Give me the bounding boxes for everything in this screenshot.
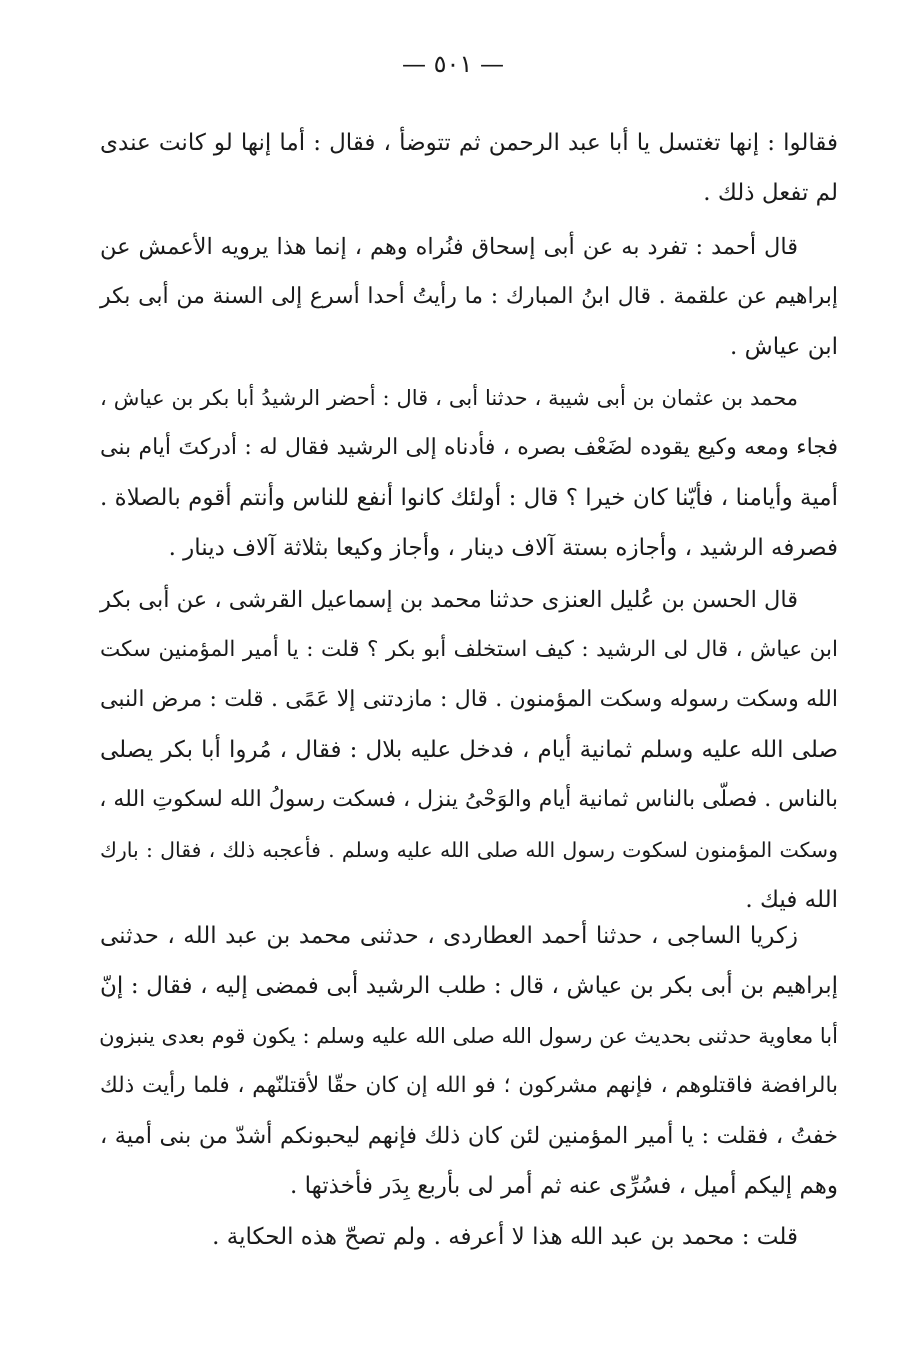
text-line: ابن عياش ، قال لى الرشيد : كيف استخلف أبو بكر ؟ قلت : يا أمير المؤمنين سكت [100,637,838,662]
text-line: أبا معاوية حدثنى بحديث عن رسول الله صلى الله عليه وسلم : يكون قوم بعدى ينبزون [99,1024,838,1048]
paragraph-6 [100,1212,838,1262]
text-line: ابن عياش . [730,334,838,360]
text-line: زكريا الساجى ، حدثنا أحمد العطاردى ، حدثنى محمد بن عبد الله ، حدثنى [100,923,798,949]
paragraph-1 [100,118,838,218]
text-line: إبراهيم بن أبى بكر بن عياش ، قال : طلب الرشيد أبى فمضى إليه ، فقال : إنّ [100,973,838,999]
text-line: لم تفعل ذلك . [703,180,838,206]
text-line: قلت : محمد بن عبد الله هذا لا أعرفه . ولم تصحّ هذه الحكاية . [212,1224,798,1250]
paragraph-2 [100,222,838,372]
text-line: الله فيك . [745,887,838,913]
paragraph-4 [100,575,838,925]
text-line: فقالوا : إنها تغتسل يا أبا عبد الرحمن ثم تتوضأ ، فقال : أما إنها لو كانت عندى [100,130,838,156]
text-line: محمد بن عثمان بن أبى شيبة ، حدثنا أبى ، قال : أحضر الرشيدُ أبا بكر بن عياش ، [100,386,798,410]
text-line: قال أحمد : تفرد به عن أبى إسحاق فنُراه وهم ، إنما هذا يرويه الأعمش عن [100,234,798,260]
text-line: الله وسكت رسوله وسكت المؤمنون . قال : مازدتنى إلا عَمًى . قلت : مرض النبى [100,687,838,712]
text-line: بالناس . فصلّى بالناس ثمانية أيام والوَحْىُ ينزل ، فسكت رسولُ الله لسكوتِ الله ، [99,787,838,812]
text-line: إبراهيم عن علقمة . قال ابنُ المبارك : ما رأيتُ أحدا أسرع إلى السنة من أبى بكر [100,284,838,309]
text-line: وسكت المؤمنون لسكوت رسول الله صلى الله عليه وسلم . فأعجبه ذلك ، فقال : بارك [100,838,838,862]
paragraph-5 [100,911,838,1211]
text-line: فصرفه الرشيد ، وأجازه بستة آلاف دينار ، وأجاز وكيعا بثلاثة آلاف دينار . [168,535,838,561]
text-line: وهم إليكم أميل ، فسُرِّى عنه ثم أمر لى بأربع بِدَر فأخذتها . [290,1173,838,1199]
text-line: صلى الله عليه وسلم ثمانية أيام ، فدخل عليه بلال : فقال ، مُروا أبا بكر يصلى [100,737,838,763]
text-line: خفتُ ، فقلت : يا أمير المؤمنين لئن كان ذلك فإنهم ليحبونكم أشدّ من بنى أمية ، [100,1123,838,1149]
text-line: قال الحسن بن عُليل العنزى حدثنا محمد بن إسماعيل القرشى ، عن أبى بكر [100,587,798,613]
paragraph-3 [100,373,838,573]
text-line: بالرافضة فاقتلوهم ، فإنهم مشركون ؛ فو الله إن كان حقّا لأقتلنّهم ، فلما رأيت ذلك [100,1073,838,1098]
page-number: — ٥٠١ — [402,50,504,78]
text-line: فجاء ومعه وكيع يقوده لضَعْف بصره ، فأدناه إلى الرشيد فقال له : أدركتَ أيام بنى [100,435,838,460]
text-line: أمية وأيامنا ، فأيّنا كان خيرا ؟ قال : أولئك كانوا أنفع للناس وأنتم أقوم بالصلاة . [100,485,838,511]
